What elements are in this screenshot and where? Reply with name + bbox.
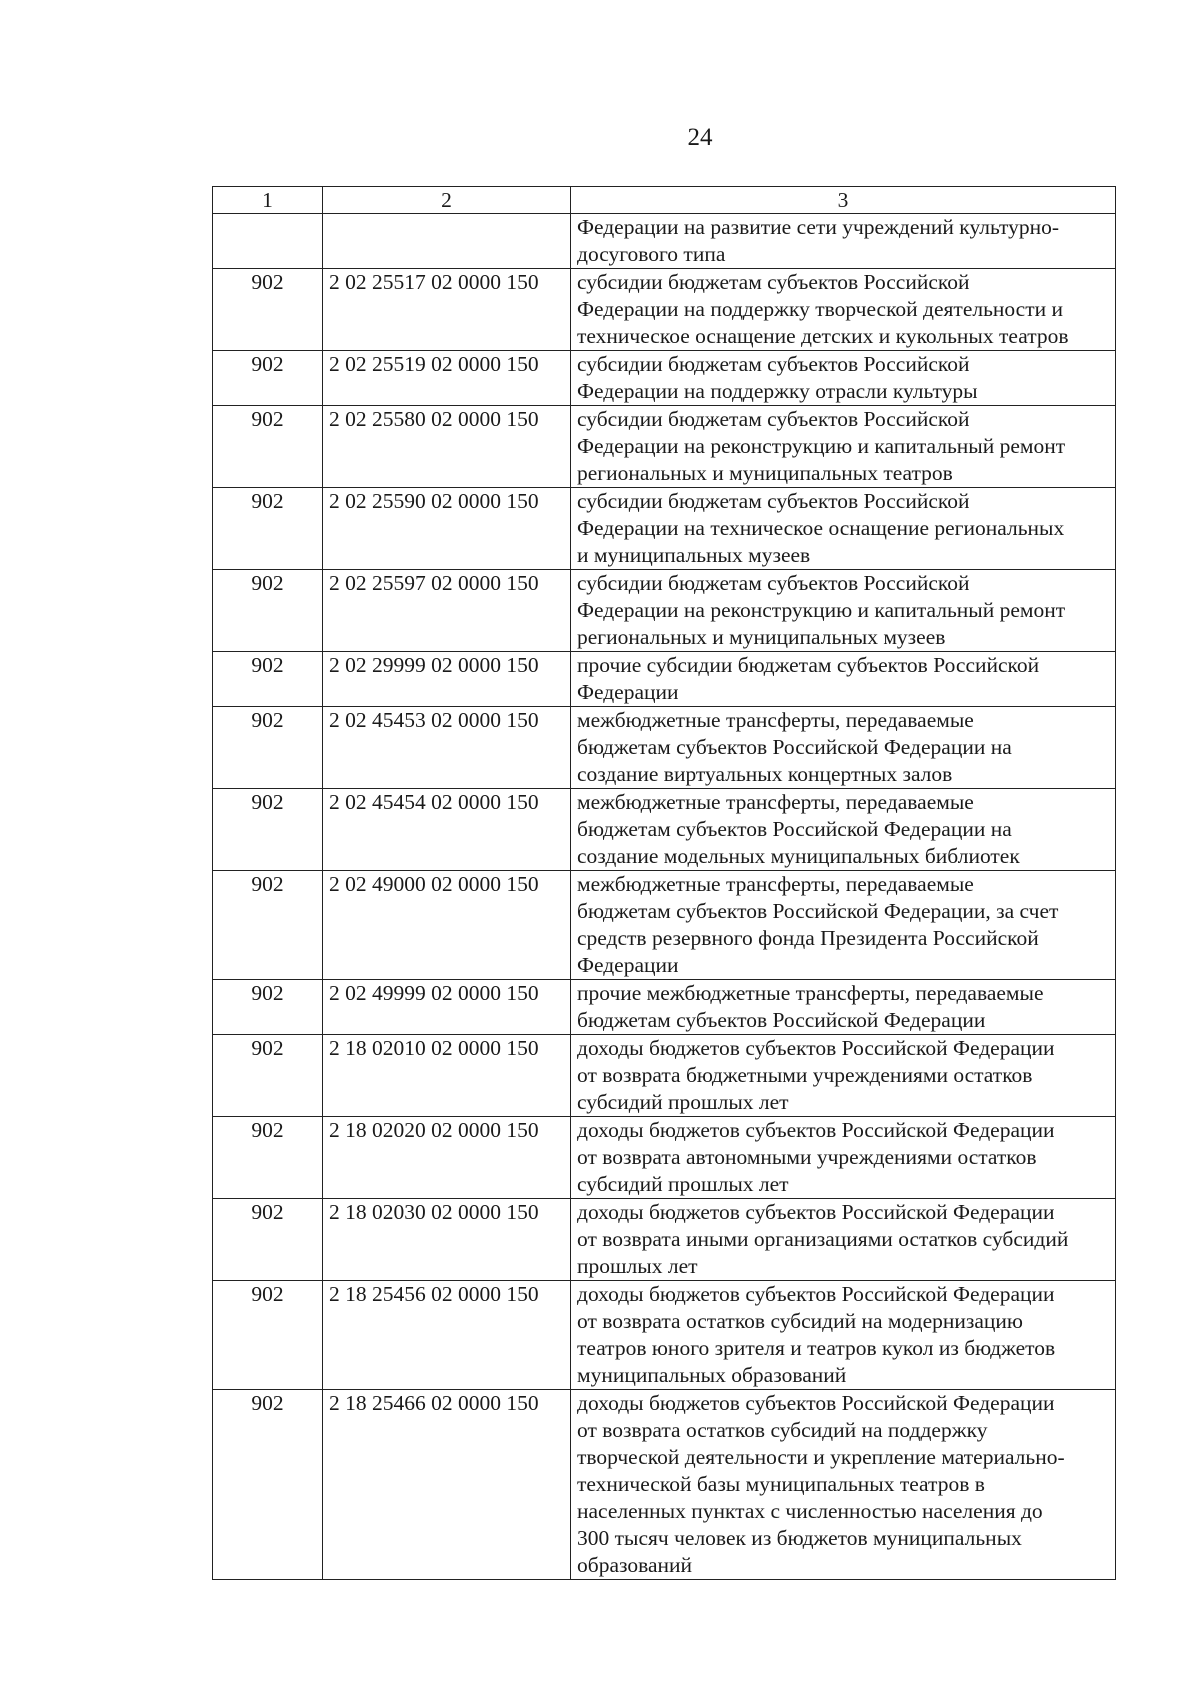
description-line: средств резервного фонда Президента Российской [577, 926, 1039, 950]
admin-code-cell: 902 [213, 269, 323, 351]
budget-code-cell: 2 02 45453 02 0000 150 [323, 707, 571, 789]
description-line: населенных пунктах с численностью населения до [577, 1499, 1043, 1523]
description-cell [571, 406, 1116, 488]
description-line: Федерации [577, 953, 679, 977]
description-cell [571, 1035, 1116, 1117]
table-row [213, 1117, 1116, 1199]
budget-code-cell: 2 02 25590 02 0000 150 [323, 488, 571, 570]
description-line: межбюджетные трансферты, передаваемые [577, 790, 974, 814]
description-cell [571, 871, 1116, 980]
description-line: субсидий прошлых лет [577, 1172, 789, 1196]
description-cell [571, 269, 1116, 351]
description-line: доходы бюджетов субъектов Российской Федерации [577, 1282, 1055, 1306]
description-line: бюджетам субъектов Российской Федерации [577, 1008, 986, 1032]
table-row [213, 1390, 1116, 1580]
description-line: доходы бюджетов субъектов Российской Федерации [577, 1200, 1055, 1224]
budget-code-cell: 2 02 25597 02 0000 150 [323, 570, 571, 652]
description-line: создание виртуальных концертных залов [577, 762, 953, 786]
table-body [213, 214, 1116, 1580]
table-row [213, 789, 1116, 871]
description-line: Федерации на поддержку творческой деятельности и [577, 297, 1064, 321]
description-line: и муниципальных музеев [577, 543, 811, 567]
admin-code-cell: 902 [213, 1390, 323, 1580]
description-line: прошлых лет [577, 1254, 698, 1278]
admin-code-cell: 902 [213, 351, 323, 406]
budget-code-cell: 2 18 25466 02 0000 150 [323, 1390, 571, 1580]
budget-code-cell: 2 18 02020 02 0000 150 [323, 1117, 571, 1199]
description-line: технической базы муниципальных театров в [577, 1472, 985, 1496]
header-row [213, 187, 1116, 214]
table-row [213, 1281, 1116, 1390]
description-line: Федерации на развитие сети учреждений культурно- [577, 215, 1059, 239]
budget-code-cell: 2 02 29999 02 0000 150 [323, 652, 571, 707]
budget-code-table [212, 186, 1116, 1580]
description-line: Федерации на реконструкцию и капитальный ремонт [577, 434, 1066, 458]
description-line: от возврата бюджетными учреждениями остатков [577, 1063, 1033, 1087]
table-row [213, 269, 1116, 351]
description-line: от возврата остатков субсидий на модернизацию [577, 1309, 1023, 1333]
description-line: доходы бюджетов субъектов Российской Федерации [577, 1036, 1055, 1060]
description-line: от возврата автономными учреждениями остатков [577, 1145, 1037, 1169]
admin-code-cell: 902 [213, 570, 323, 652]
description-cell [571, 214, 1116, 269]
budget-code-cell: 2 02 49000 02 0000 150 [323, 871, 571, 980]
table-row [213, 351, 1116, 406]
description-line: Федерации на поддержку отрасли культуры [577, 379, 978, 403]
description-cell [571, 570, 1116, 652]
budget-code-cell: 2 18 02010 02 0000 150 [323, 1035, 571, 1117]
admin-code-cell: 902 [213, 1117, 323, 1199]
table-row [213, 652, 1116, 707]
description-line: досугового типа [577, 242, 726, 266]
description-line: доходы бюджетов субъектов Российской Федерации [577, 1391, 1055, 1415]
description-cell [571, 652, 1116, 707]
budget-code-cell: 2 02 25580 02 0000 150 [323, 406, 571, 488]
description-cell [571, 1390, 1116, 1580]
admin-code-cell: 902 [213, 1199, 323, 1281]
description-line: прочие субсидии бюджетам субъектов Российской [577, 653, 1040, 677]
table-row [213, 707, 1116, 789]
admin-code-cell: 902 [213, 871, 323, 980]
admin-code-cell: 902 [213, 980, 323, 1035]
description-line: техническое оснащение детских и кукольных театров [577, 324, 1069, 348]
description-cell [571, 1199, 1116, 1281]
description-line: Федерации на реконструкцию и капитальный ремонт [577, 598, 1066, 622]
description-line: региональных и муниципальных театров [577, 461, 953, 485]
description-line: муниципальных образований [577, 1363, 847, 1387]
header-col-2: 2 [323, 187, 571, 214]
description-line: субсидии бюджетам субъектов Российской [577, 270, 970, 294]
description-line: театров юного зрителя и театров кукол из бюджетов [577, 1336, 1056, 1360]
table-row [213, 570, 1116, 652]
description-cell [571, 351, 1116, 406]
budget-code-cell: 2 02 45454 02 0000 150 [323, 789, 571, 871]
description-cell [571, 789, 1116, 871]
admin-code-cell: 902 [213, 652, 323, 707]
description-line: бюджетам субъектов Российской Федерации, за счет [577, 899, 1059, 923]
description-line: Федерации на техническое оснащение региональных [577, 516, 1065, 540]
admin-code-cell [213, 214, 323, 269]
description-cell [571, 1281, 1116, 1390]
budget-code-cell: 2 02 49999 02 0000 150 [323, 980, 571, 1035]
description-cell [571, 1117, 1116, 1199]
description-line: межбюджетные трансферты, передаваемые [577, 872, 974, 896]
description-line: региональных и муниципальных музеев [577, 625, 946, 649]
description-line: субсидии бюджетам субъектов Российской [577, 407, 970, 431]
description-line: субсидий прошлых лет [577, 1090, 789, 1114]
table-header [213, 187, 1116, 214]
table-row [213, 1199, 1116, 1281]
admin-code-cell: 902 [213, 1281, 323, 1390]
budget-code-cell: 2 18 25456 02 0000 150 [323, 1281, 571, 1390]
budget-code-cell: 2 02 25517 02 0000 150 [323, 269, 571, 351]
budget-code-cell: 2 18 02030 02 0000 150 [323, 1199, 571, 1281]
description-line: доходы бюджетов субъектов Российской Федерации [577, 1118, 1055, 1142]
description-line: субсидии бюджетам субъектов Российской [577, 571, 970, 595]
table-row [213, 488, 1116, 570]
description-line: Федерации [577, 680, 679, 704]
admin-code-cell: 902 [213, 1035, 323, 1117]
description-line: от возврата иными организациями остатков субсидий [577, 1227, 1069, 1251]
admin-code-cell: 902 [213, 406, 323, 488]
table-row [213, 980, 1116, 1035]
description-line: образований [577, 1553, 693, 1577]
description-cell [571, 488, 1116, 570]
description-line: межбюджетные трансферты, передаваемые [577, 708, 974, 732]
admin-code-cell: 902 [213, 789, 323, 871]
budget-code-cell [323, 214, 571, 269]
admin-code-cell: 902 [213, 488, 323, 570]
description-line: 300 тысяч человек из бюджетов муниципальных [577, 1526, 1022, 1550]
description-line: бюджетам субъектов Российской Федерации на [577, 817, 1012, 841]
description-cell [571, 980, 1116, 1035]
description-line: творческой деятельности и укрепление материально- [577, 1445, 1065, 1469]
budget-code-cell: 2 02 25519 02 0000 150 [323, 351, 571, 406]
description-line: субсидии бюджетам субъектов Российской [577, 352, 970, 376]
table-row [213, 214, 1116, 269]
header-col-3: 3 [571, 187, 1116, 214]
admin-code-cell: 902 [213, 707, 323, 789]
table-row [213, 1035, 1116, 1117]
description-line: от возврата остатков субсидий на поддержку [577, 1418, 988, 1442]
table-row [213, 406, 1116, 488]
header-col-1: 1 [213, 187, 323, 214]
description-line: прочие межбюджетные трансферты, передаваемые [577, 981, 1044, 1005]
description-cell [571, 707, 1116, 789]
table-row [213, 871, 1116, 980]
page-number: 24 [687, 124, 713, 151]
description-line: бюджетам субъектов Российской Федерации на [577, 735, 1012, 759]
description-line: субсидии бюджетам субъектов Российской [577, 489, 970, 513]
description-line: создание модельных муниципальных библиотек [577, 844, 1020, 868]
